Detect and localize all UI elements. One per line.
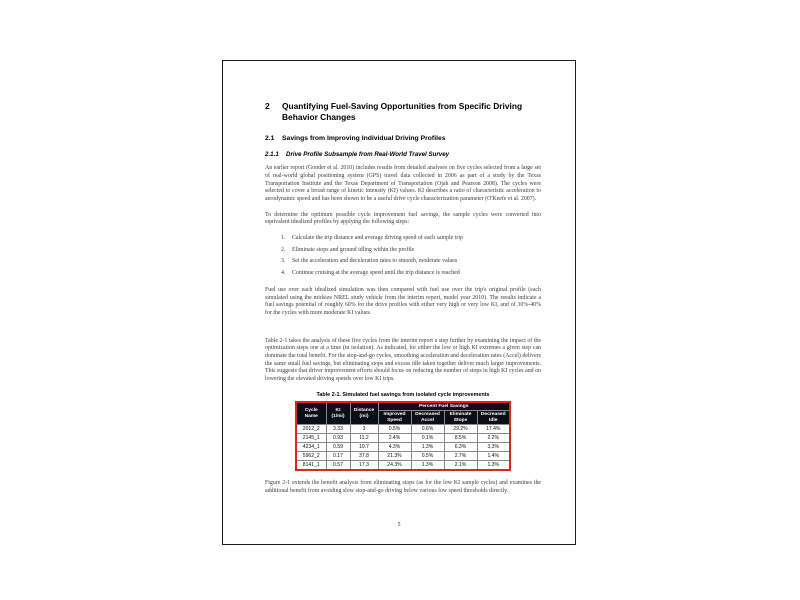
page-number: 5 — [397, 522, 401, 528]
table-row — [296, 461, 510, 471]
table-cell: 1.4% — [477, 452, 510, 461]
table-row — [296, 443, 510, 452]
table-row — [296, 434, 510, 443]
list-item-number: 3. — [281, 258, 286, 265]
table-body — [296, 425, 510, 471]
list-item — [281, 258, 541, 266]
table-cell: 6.3% — [444, 443, 477, 452]
section-number: 2 — [265, 101, 270, 111]
table-cell: 1.3% — [477, 461, 510, 471]
col-header-decreased-idle: Decreased Idle — [477, 411, 510, 425]
table-cell: 0.5% — [411, 452, 444, 461]
table-cell: 5962_2 — [296, 452, 326, 461]
table-cell: 1.3% — [411, 443, 444, 452]
table-cell: 0.6% — [411, 425, 444, 434]
table-cell: 3.3% — [477, 443, 510, 452]
table-row — [296, 452, 510, 461]
page-content — [265, 101, 541, 504]
fuel-savings-table — [295, 401, 511, 472]
table-cell: 2012_2 — [296, 425, 326, 434]
col-header-improved-speed: Improved Speed — [378, 411, 411, 425]
col-header-cycle-name: Cycle Name — [296, 402, 326, 425]
subsection-number: 2.1 — [265, 134, 275, 142]
table-cell: 4.3% — [378, 443, 411, 452]
table-cell: 1.3% — [411, 461, 444, 471]
list-item-text: Eliminate stops and ground idling within the profile — [292, 246, 415, 253]
section-heading — [265, 101, 541, 123]
table-cell: 19.7 — [350, 443, 378, 452]
document-page — [222, 60, 576, 545]
col-header-distance: Distance (mi) — [350, 402, 378, 425]
list-item-number: 1. — [281, 235, 286, 242]
list-item — [281, 235, 541, 243]
table-cell: 8.5% — [444, 434, 477, 443]
col-header-group-percent-fuel-savings: Percent Fuel Savings — [378, 402, 510, 411]
table-cell: 2.1% — [444, 461, 477, 471]
subsection-title: Savings from Improving Individual Driving Profiles — [282, 134, 446, 142]
table-cell: 0.57 — [326, 461, 350, 471]
table-cell: 2.4% — [378, 434, 411, 443]
table-header-row — [296, 402, 510, 411]
table-cell: 0.93 — [326, 434, 350, 443]
table-header — [296, 402, 510, 425]
list-item-number: 2. — [281, 246, 286, 253]
table-cell: 0.59 — [326, 443, 350, 452]
subsubsection-number: 2.1.1 — [265, 151, 279, 158]
table-cell: 37.8 — [350, 452, 378, 461]
table-cell: 11.2 — [350, 434, 378, 443]
table-cell: 2.7% — [444, 452, 477, 461]
paragraph-steps-lead: To determine the optimum possible cycle improvement fuel savings, the sample cycles were converted into equivalent idealized profiles by applying the following steps: — [265, 211, 541, 226]
subsection-heading — [265, 135, 541, 143]
table-cell: 0.17 — [326, 452, 350, 461]
table-row — [296, 425, 510, 434]
subsubsection-heading — [265, 151, 541, 158]
table-cell: 3.33 — [326, 425, 350, 434]
table-cell: 24.3% — [378, 461, 411, 471]
numbered-step-list — [281, 235, 541, 278]
list-item-text: Set the acceleration and deceleration rates to smooth, moderate values — [292, 258, 458, 265]
table-cell: 2145_1 — [296, 434, 326, 443]
paragraph-figure-lead: Figure 2-1 extends the benefit analysis from eliminating stops (as for the low KI sample cycles) and examines the additional benefit from avoiding slow stop-and-go driving below various low speed thresholds directly. — [265, 480, 541, 495]
table-cell: 8141_1 — [296, 461, 326, 471]
col-header-eliminate-stops: Eliminate Stops — [444, 411, 477, 425]
list-item-number: 4. — [281, 270, 286, 277]
table-block — [265, 392, 541, 472]
list-item-text: Calculate the trip distance and average driving speed of each sample trip — [292, 235, 463, 242]
paragraph-spacer — [265, 326, 541, 338]
table-cell: 0.1% — [411, 434, 444, 443]
table-cell: 3 — [350, 425, 378, 434]
table-cell: 17.4% — [477, 425, 510, 434]
section-title: Quantifying Fuel-Saving Opportunities from Specific Driving Behavior Changes — [282, 101, 523, 122]
table-caption: Table 2-1. Simulated fuel savings from isolated cycle improvements — [316, 391, 490, 398]
list-item — [281, 270, 541, 278]
table-cell: 21.3% — [378, 452, 411, 461]
list-item — [281, 247, 541, 255]
col-header-ki: KI (1/mi) — [326, 402, 350, 425]
table-cell: 2.2% — [477, 434, 510, 443]
paragraph-intro: An earlier report (Gonder et al. 2010) includes results from detailed analyses on five cycles selected from a large set of real-world global positioning system (GPS) travel data collected in 2006 as part of a study by the Texas Transportation Institute and the Texas Department of Transportation (Ojah and Pearson 2008). The cycles were selected to cover a broad range of kinetic intensity (KI) values. KI describes a ratio of characteristic acceleration to aerodynamic speed and has been shown to be a useful drive cycle characterization parameter (O'Keefe et al. 2007). — [265, 165, 541, 203]
table-cell: 29.2% — [444, 425, 477, 434]
paragraph-results: Fuel use over each idealized simulation was then compared with fuel use over the trip's original profile (each simulated using the midsize NREL study vehicle from the interim report, model year 2010). The results indicate a fuel savings potential of roughly 60% for the drive profiles with either very high or very low KI, and of 30%-40% for the cycles with more moderate KI values. — [265, 286, 541, 316]
table-cell: 4234_1 — [296, 443, 326, 452]
paragraph-table-discussion: Table 2-1 takes the analysis of these five cycles from the interim report a step further by examining the impact of the optimization steps one at a time (in isolation). As indicated, for either the low or high KI extremes a given step can dominate the total benefit. For the stop-and-go cycles, smoothing acceleration and deceleration rates (Accel) delivers the same small fuel savings, but eliminating stops and excess idle taken together deliver much larger improvements. This suggests that driver improvement efforts should focus on reducing the number of stops in high KI cycles and on lowering the elevated driving speeds over low KI trips. — [265, 337, 541, 382]
subsubsection-title: Drive Profile Subsample from Real-World Travel Survey — [286, 151, 450, 158]
list-item-text: Continue cruising at the average speed until the trip distance is reached — [292, 270, 460, 277]
table-cell: 0.5% — [378, 425, 411, 434]
table-cell: 17.3 — [350, 461, 378, 471]
col-header-decreased-accel: Decreased Accel — [411, 411, 444, 425]
